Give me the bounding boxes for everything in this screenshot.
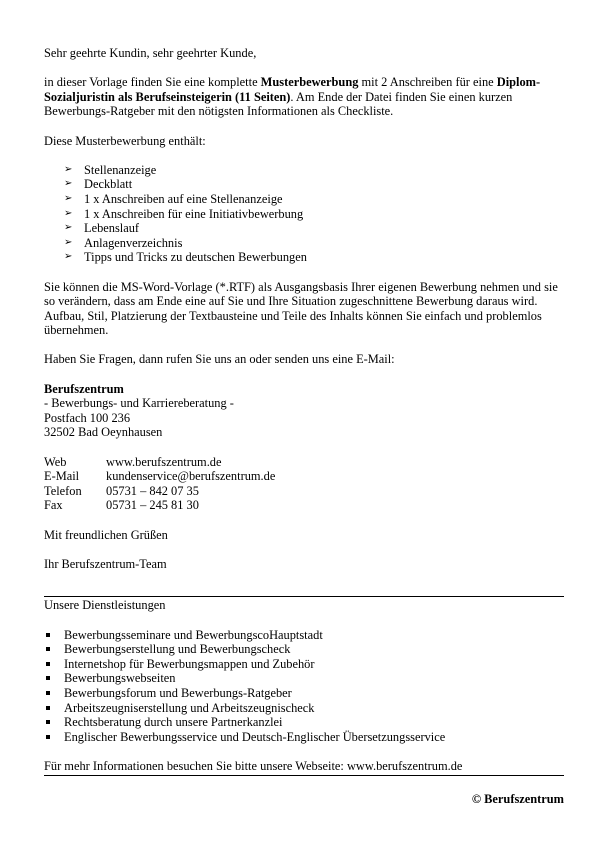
intro-bold-1: Musterbewerbung [260, 75, 359, 90]
contact-row-phone: Telefon 05731 – 842 07 35 [44, 483, 199, 498]
divider [44, 596, 564, 597]
contact-row-email: E-Mail kundenservice@berufszentrum.de [44, 469, 276, 484]
arrow-bullet-icon: ➢ [64, 178, 73, 190]
email-link[interactable]: kundenservice@berufszentrum.de [106, 469, 276, 484]
closing: Mit freundlichen Grüßen [44, 527, 168, 542]
square-bullet-icon [46, 720, 50, 724]
intro-bold-2: Diplom-Sozialjuristin als Berufseinsteigerin (11 Seiten) [44, 75, 541, 104]
list-item: Bewerbungsforum und Bewerbungs-Ratgeber [44, 686, 564, 701]
square-bullet-icon [46, 706, 50, 710]
list-item: Englischer Bewerbungsservice und Deutsch-Englischer Übersetzungsservice [44, 730, 564, 745]
company-postbox: Postfach 100 236 [44, 410, 131, 425]
intro-text-1: in dieser Vorlage finden Sie eine komplette [44, 75, 261, 90]
square-bullet-icon [46, 633, 50, 637]
intro-text-3: . Am Ende der Datei finden Sie einen kurzen Bewerbungs-Ratgeber mit den nötigsten Informationen als Checkliste. [44, 89, 513, 119]
company-tagline: - Bewerbungs- und Karriereberatung - [44, 396, 234, 411]
copyright: © Berufszentrum [471, 791, 564, 806]
company-city: 32502 Bad Oeynhausen [44, 425, 163, 440]
services-list [44, 628, 564, 745]
arrow-bullet-icon: ➢ [64, 251, 73, 263]
divider [44, 775, 564, 776]
fax-number: 05731 – 245 81 30 [106, 498, 199, 513]
arrow-bullet-icon: ➢ [64, 163, 73, 175]
contact-block [44, 455, 564, 513]
list-item: Internetshop für Bewerbungsmappen und Zubehör [44, 657, 564, 672]
arrow-bullet-icon: ➢ [64, 207, 73, 219]
list-item: ➢ 1 x Anschreiben auf eine Stellenanzeige [64, 191, 283, 206]
arrow-bullet-icon: ➢ [64, 222, 73, 234]
square-bullet-icon [46, 676, 50, 680]
more-info: Für mehr Informationen besuchen Sie bitte unsere Webseite: www.berufszentrum.de [44, 758, 463, 773]
contents-list [44, 163, 564, 265]
document-page [44, 46, 564, 806]
square-bullet-icon [46, 691, 50, 695]
list-item: Arbeitszeugniserstellung und Arbeitszeugnischeck [44, 701, 564, 716]
arrow-bullet-icon: ➢ [64, 192, 73, 204]
intro-text-2: mit 2 Anschreiben für eine [358, 75, 497, 90]
square-bullet-icon [46, 647, 50, 651]
list-item: ➢ Stellenanzeige [64, 162, 157, 177]
greeting: Sehr geehrte Kundin, sehr geehrter Kunde, [44, 46, 257, 60]
square-bullet-icon [46, 735, 50, 739]
list-item: Bewerbungsseminare und BewerbungscoHauptstadt [44, 628, 564, 643]
contact-row-web: Web www.berufszentrum.de [44, 454, 222, 469]
arrow-bullet-icon: ➢ [64, 236, 73, 248]
questions-paragraph: Haben Sie Fragen, dann rufen Sie uns an oder senden uns eine E-Mail: [44, 352, 395, 367]
list-item: Bewerbungserstellung und Bewerbungscheck [44, 642, 564, 657]
square-bullet-icon [46, 662, 50, 666]
phone-number: 05731 – 842 07 35 [106, 483, 199, 498]
contact-row-fax: Fax 05731 – 245 81 30 [44, 498, 199, 513]
list-item: ➢ Anlagenverzeichnis [64, 235, 183, 250]
company-address [44, 382, 564, 440]
usage-paragraph: Sie können die MS-Word-Vorlage (*.RTF) als Ausgangsbasis Ihrer eigenen Bewerbung nehmen und sie so verändern, dass am Ende eine auf Sie und Ihre Situation zugeschnittene Bewerbung daraus wird. Aufbau, Stil, Platzierung der Textbausteine und Teile des Inhalts können Sie einfach und problemlos übernehmen. [44, 279, 558, 338]
list-item: Bewerbungswebseiten [44, 671, 564, 686]
list-item: Rechtsberatung durch unsere Partnerkanzlei [44, 715, 564, 730]
contents-heading: Diese Musterbewerbung enthält: [44, 133, 206, 148]
list-item: ➢ Deckblatt [64, 177, 133, 192]
list-item: ➢ Tipps und Tricks zu deutschen Bewerbungen [64, 250, 307, 265]
intro-paragraph [44, 75, 564, 119]
web-link[interactable]: www.berufszentrum.de [106, 454, 222, 469]
list-item: ➢ 1 x Anschreiben für eine Initiativbewerbung [64, 206, 304, 221]
list-item: ➢ Lebenslauf [64, 221, 140, 236]
signature: Ihr Berufszentrum-Team [44, 556, 167, 571]
company-name: Berufszentrum [44, 381, 124, 396]
services-heading: Unsere Dienstleistungen [44, 598, 166, 613]
